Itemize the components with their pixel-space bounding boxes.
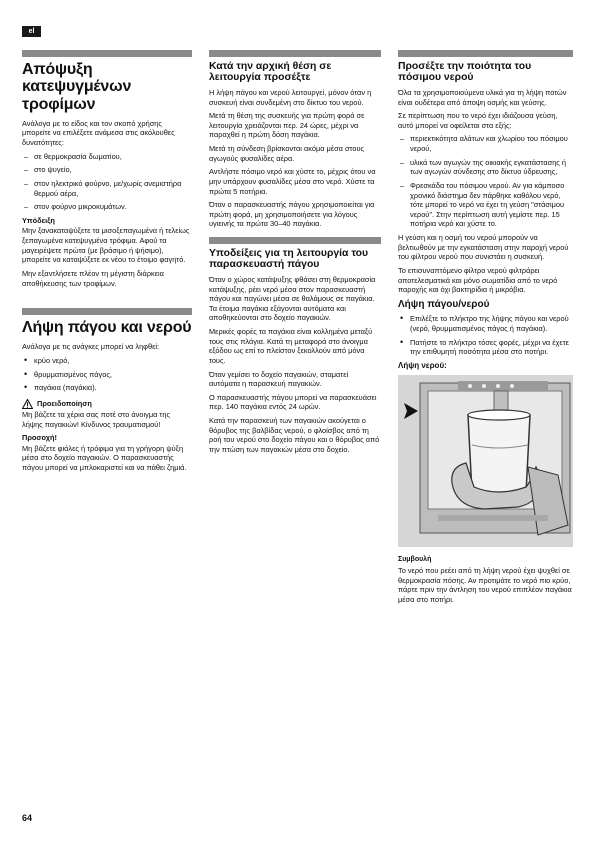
caution-heading: Προσοχή! <box>22 433 57 443</box>
list-item: – υλικά των αγωγών της οικιακής εγκατάστασης ή των αγωγών σύνδεσης στο δίκτυο ύδρευσης, <box>398 158 573 177</box>
page-number: 64 <box>22 813 33 823</box>
paragraph: Όταν ο χώρος κατάψυξης φθάσει στη θερμοκρασία κατάψυξης, ρέει νερό μέσα στον παρασκευαστή πάγου και παγώνει μέσα σε θαλάμους σε παγάκια. Τα έτοιμα παγάκια εξάγονται αυτόματα και αποθηκεύονται στο δοχείο παγακιών. <box>209 274 376 323</box>
column-right <box>398 50 573 609</box>
heading-ice-maker-tips: Υποδείξεις για τη λειτουργία του παρασκευαστή πάγου <box>209 248 369 271</box>
defrost-intro: Ανάλογα με το είδος και τον σκοπό χρήσης μπορείτε να επιλέξετε ανάμεσα στις ακόλουθες δυνατότητες: <box>22 118 175 148</box>
paragraph: Μερικές φορές τα παγάκια είναι κολλημένα μεταξύ τους στις πλάγια. Κατά τη μεταφορά στο άνοιγμα εξόδου ως επί το πλείστον ξεκολλούν από μόνα τους. <box>209 327 373 365</box>
tip-text: Το νερό που ρεέει από τη λήψη νερού έχει ψυχθεί σε θερμοκρασία πόσης. Αν προτιμάτε το νερό πιο κρύο, πάρτε πριν την άντληση του νερού επιπλέον παγάκια μέσα στο ποτήρι. <box>398 566 572 605</box>
paragraph: Αντλήστε πόσιμο νερό και χύστε το, μέχρις ότου να μην υπάρχουν φυσαλίδες μέσα στο νερό. Χύστε τα πρώτα 5 ποτήρια. <box>209 167 376 196</box>
list-item: • Επιλέξτε το πλήκτρο της λήψης πάγου και νερού (νερό, θρυμματισμένος πάγος ή παγάκια). <box>398 314 573 333</box>
paragraph: Ο παρασκευαστής πάγου μπορεί να παρασκευάσει περ. 140 παγάκια εντός 24 ωρών. <box>209 392 377 412</box>
paragraph: Το επισυναπτόμενο φίλτρο νερού φιλτράρει αποτελεσματικά και μόνο σωματίδια από το νερό παροχής και όχι βακτηρίδια ή μικρόβια. <box>398 265 558 295</box>
paragraph: Η γεύση και η οσμή του νερού μπορούν να βελτιωθούν με την εγκατάσταση στην παροχή νερού του φίλτρου νερού που συνιστάει η συσκευή. <box>398 233 569 262</box>
list-item: • παγάκια (παγάκια). <box>22 383 192 393</box>
warning-heading-text: Προειδοποίηση <box>37 399 92 409</box>
heading-defrosting: Απόψυξη κατεψυγμένων τροφίμων <box>22 61 132 113</box>
column-middle <box>209 50 381 459</box>
paragraph: Κατά την παρασκευή των παγακιών ακούγεται ο θόρυβος της βαλβίδας νερού, ο φλοίσβος από τη ροή του νερού στο δοχείο πάγου και ο θόρυβος από την πτώση των παγακιών μέσα στο δοχείο. <box>209 416 380 454</box>
list-item: – σε θερμοκρασία δωματίου, <box>22 152 192 162</box>
paragraph: Σε περίπτωση που το νερό έχει ιδιάζουσα γεύση, αυτό μπορεί να οφείλεται στα εξής: <box>398 111 558 130</box>
section-rule <box>398 50 573 57</box>
dispense-options-list <box>22 356 192 393</box>
list-item: • κρύο νερό, <box>22 356 192 366</box>
list-item: • θρυμματισμένος πάγος, <box>22 370 192 380</box>
section-rule <box>22 50 192 57</box>
glass-under-dispenser-drawing <box>398 375 573 547</box>
heading-dispensing: Λήψη πάγου/νερού <box>398 298 490 310</box>
figure-title: Λήψη νερού: <box>398 360 447 370</box>
taste-causes-list <box>398 134 573 229</box>
water-dispense-illustration <box>398 375 573 547</box>
heading-ice-water: Λήψη πάγου και νερού <box>22 319 192 337</box>
note-text-2: Μην εξαντλήσετε πλέον τη μέγιστη διάρκεια αποθήκευσης των τροφίμων. <box>22 268 164 288</box>
ice-water-intro: Ανάλογα με τις ανάγκες μπορεί να ληφθεί: <box>22 342 160 352</box>
caution-text: Μη βάζετε φιάλες ή τρόφιμα για τη γρήγορη ψύξη μέσα στο δοχείο παγακιών. Ο παρασκευαστής πάγου μπορεί να μπλοκαριστεί και να πάθει ζημιά. <box>22 443 187 473</box>
paragraph: Όλα τα χρησιμοποιούμενα υλικά για τη λήψη ποτών είναι ουδέτερα από άποψη οσμής και γεύσης. <box>398 87 567 107</box>
list-item: – στον ηλεκτρικό φούρνο, με/χωρίς ανεμιστήρα θερμού αέρα, <box>22 179 192 198</box>
list-item: – Φρεσκάδα του πόσιμου νερού. Αν για κάμποσο χρονικό διάστημα δεν πάρθηκε καθόλου νερό, τότε μπορεί το νερό να έχει τη γεύση "στάσιμου νερού". Στην περίπτωση αυτή γεμίστε περ. 15 ποτήρια νερό και χύστε το. <box>398 181 573 229</box>
section-rule <box>209 237 381 244</box>
paragraph: Όταν γεμίσει το δοχείο παγακιών, σταματεί αυτόματα η παρασκευή παγακιών. <box>209 369 349 389</box>
dispensing-steps-list <box>398 314 573 357</box>
paragraph: Μετά τη σύνδεση βρίσκονται ακόμα μέσα στους αγωγούς φυσαλίδες αέρα. <box>209 144 365 163</box>
note-text-1: Μην ξανακαταψύξετε τα μισοξεπαγωμένα ή τελείως ξεπαγωμένα κατεψυγμένα τρόφιμα. Αφού τα μαγειρέψετε πρώτα (με βράσιμο ή ψήσιμο), μπορείτε να καταψύξετε εκ νέου το έτοιμο φαγητό. <box>22 226 190 265</box>
section-rule <box>22 308 192 315</box>
paragraph: Μετά τη θέση της συσκευής για πρώτη φορά σε λειτουργία χρειάζονται περ. 24 ώρες, μέχρι να παραχθεί η πρώτη δόση παγάκια. <box>209 111 365 140</box>
list-item: – περιεκτικότητα αλάτων και χλωρίου του πόσιμου νερού, <box>398 134 573 153</box>
heading-water-quality: Προσέξτε την ποιότητα του πόσιμου νερού <box>398 61 532 84</box>
paragraph: Όταν ο παρασκευαστής πάγου χρησιμοποιείται για πρώτη φορά, μη χρησιμοποιήσετε για λόγους υγιεινής τα πρώτα 30–40 παγάκια. <box>209 200 375 229</box>
column-left <box>22 50 192 477</box>
list-item: – στο ψυγείο, <box>22 165 192 175</box>
note-heading: Υπόδειξη <box>22 215 55 225</box>
paragraph: Η λήψη πάγου και νερού λειτουργεί, μόνον όταν η συσκευή είναι συνδεμένη στο δίκτυο του νερού. <box>209 87 372 107</box>
warning-text: Μη βάζετε τα χέρια σας ποτέ στο άνοιγμα της λήψης παγακιών! Κίνδυνος τραυματισμού! <box>22 409 170 429</box>
defrost-options-list <box>22 152 192 212</box>
section-rule <box>209 50 381 57</box>
heading-initial-start: Κατά την αρχική θέση σε λειτουργία προσέξτε <box>209 61 332 84</box>
tip-heading: Συμβουλή <box>398 556 432 564</box>
list-item: • Πατήστε το πλήκτρο τόσες φορές, μέχρι να έχετε την επιθυμητή ποσότητα μέσα στο ποτήρι. <box>398 338 573 357</box>
warning-triangle-icon <box>22 399 33 409</box>
list-item: – στον φούρνο μικροκυμάτων. <box>22 202 192 212</box>
language-tab: el <box>22 26 41 37</box>
warning-heading <box>22 399 192 409</box>
